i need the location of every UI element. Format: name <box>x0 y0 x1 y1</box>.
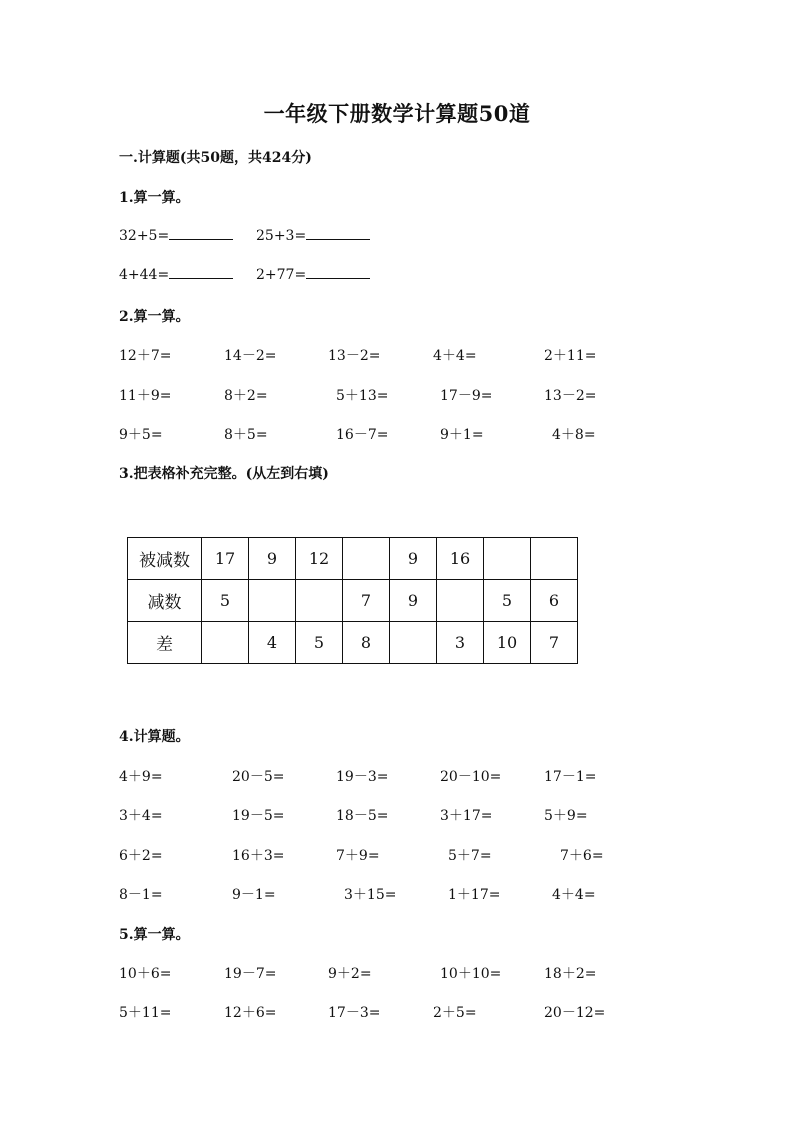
q1-problem <box>119 227 233 244</box>
q4-problem: 16＋3= <box>232 848 285 864</box>
q4-problem: 7＋6= <box>560 848 604 864</box>
q1-problem <box>256 227 370 244</box>
q3-heading: 3.把表格补充完整。(从左到右填) <box>119 466 329 482</box>
q2-problem: 9＋5= <box>119 427 163 443</box>
q5-problem: 5＋11= <box>119 1005 172 1021</box>
subtraction-table <box>127 537 578 664</box>
q5-problem: 18＋2= <box>544 966 597 982</box>
table-row <box>128 622 578 664</box>
q5-problem: 20－12= <box>544 1005 606 1021</box>
answer-blank[interactable] <box>306 227 370 240</box>
table-cell[interactable] <box>202 622 249 664</box>
table-cell: 7 <box>531 622 578 664</box>
q2-problem: 13－2= <box>544 388 597 404</box>
q2-heading: 2.算一算。 <box>119 309 190 325</box>
page-title: 一年级下册数学计算题50道 <box>263 101 531 126</box>
q2-problem: 4＋4= <box>433 348 477 364</box>
table-cell[interactable] <box>437 580 484 622</box>
q4-problem: 5＋9= <box>544 808 588 824</box>
answer-blank[interactable] <box>169 227 233 240</box>
answer-blank[interactable] <box>169 266 233 279</box>
q4-problem: 19－5= <box>232 808 285 824</box>
q2-problem: 13－2= <box>328 348 381 364</box>
q4-problem: 4＋4= <box>552 887 596 903</box>
q4-problem: 8－1= <box>119 887 163 903</box>
q2-problem: 8＋2= <box>224 388 268 404</box>
q1-problem <box>256 266 370 283</box>
q4-problem: 5＋7= <box>448 848 492 864</box>
q2-problem: 9＋1= <box>440 427 484 443</box>
q4-problem: 6＋2= <box>119 848 163 864</box>
q5-heading: 5.算一算。 <box>119 927 190 943</box>
table-cell[interactable] <box>343 538 390 580</box>
table-cell[interactable] <box>390 622 437 664</box>
table-cell: 9 <box>390 538 437 580</box>
q1-expression: 4+44= <box>119 267 170 283</box>
q2-problem: 2＋11= <box>544 348 597 364</box>
q5-problem: 19－7= <box>224 966 277 982</box>
q4-problem: 4＋9= <box>119 769 163 785</box>
answer-blank[interactable] <box>306 266 370 279</box>
table-cell: 3 <box>437 622 484 664</box>
q2-problem: 5＋13= <box>336 388 389 404</box>
table-cell: 12 <box>296 538 343 580</box>
q4-problem: 18－5= <box>336 808 389 824</box>
q1-expression: 2+77= <box>256 267 307 283</box>
q5-problem: 9＋2= <box>328 966 372 982</box>
table-cell: 差 <box>128 622 202 664</box>
q4-problem: 3＋15= <box>344 887 397 903</box>
q5-problem: 10＋6= <box>119 966 172 982</box>
table-cell[interactable] <box>484 538 531 580</box>
table-cell: 10 <box>484 622 531 664</box>
q2-problem: 14－2= <box>224 348 277 364</box>
q2-problem: 8＋5= <box>224 427 268 443</box>
table-cell: 6 <box>531 580 578 622</box>
q1-problem <box>119 266 233 283</box>
table-cell: 9 <box>390 580 437 622</box>
q2-problem: 4＋8= <box>552 427 596 443</box>
q4-problem: 7＋9= <box>336 848 380 864</box>
q1-expression: 25+3= <box>256 228 307 244</box>
table-row <box>128 538 578 580</box>
q4-problem: 19－3= <box>336 769 389 785</box>
q5-problem: 12＋6= <box>224 1005 277 1021</box>
table-cell: 5 <box>296 622 343 664</box>
q2-problem: 16－7= <box>336 427 389 443</box>
q1-expression: 32+5= <box>119 228 170 244</box>
table-cell: 5 <box>202 580 249 622</box>
q5-problem: 17－3= <box>328 1005 381 1021</box>
q2-problem: 12＋7= <box>119 348 172 364</box>
table-cell: 5 <box>484 580 531 622</box>
q4-problem: 17－1= <box>544 769 597 785</box>
q4-problem: 20－10= <box>440 769 502 785</box>
q4-problem: 20－5= <box>232 769 285 785</box>
table-cell: 8 <box>343 622 390 664</box>
table-cell[interactable] <box>531 538 578 580</box>
q4-problem: 1＋17= <box>448 887 501 903</box>
q4-problem: 3＋17= <box>440 808 493 824</box>
table-cell: 17 <box>202 538 249 580</box>
table-cell: 7 <box>343 580 390 622</box>
q1-heading: 1.算一算。 <box>119 190 190 206</box>
q5-problem: 2＋5= <box>433 1005 477 1021</box>
q4-heading: 4.计算题。 <box>119 729 190 745</box>
table-cell: 被减数 <box>128 538 202 580</box>
table-cell: 9 <box>249 538 296 580</box>
table-cell: 4 <box>249 622 296 664</box>
table-cell[interactable] <box>249 580 296 622</box>
q4-problem: 3＋4= <box>119 808 163 824</box>
section-heading: 一.计算题(共50题，共424分) <box>119 150 312 166</box>
q2-problem: 17－9= <box>440 388 493 404</box>
table-cell[interactable] <box>296 580 343 622</box>
table-cell: 16 <box>437 538 484 580</box>
q4-problem: 9－1= <box>232 887 276 903</box>
q2-problem: 11＋9= <box>119 388 172 404</box>
table-row <box>128 580 578 622</box>
table-cell: 减数 <box>128 580 202 622</box>
q5-problem: 10＋10= <box>440 966 502 982</box>
